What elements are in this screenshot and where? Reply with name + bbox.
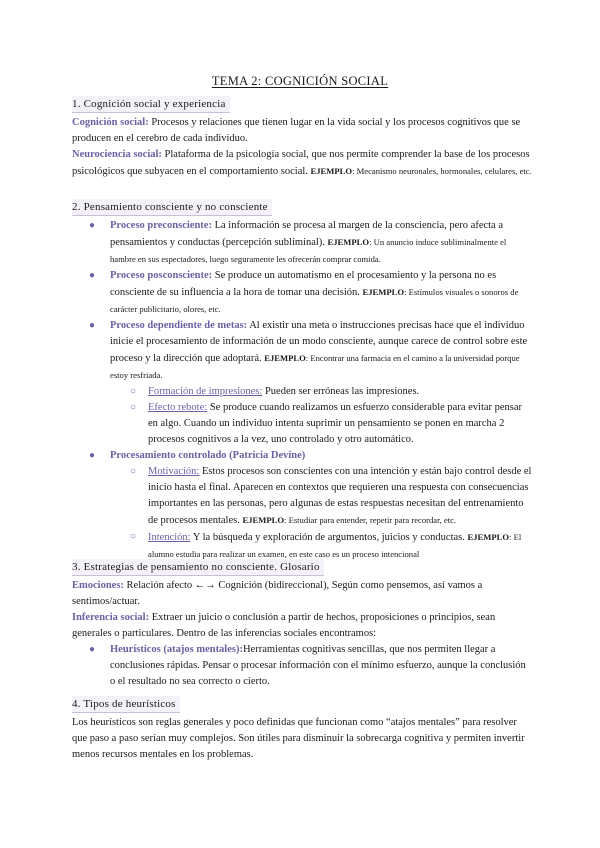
section-1 [72,96,532,180]
bullet-icon: ● [89,450,96,461]
sublist-item-motivacion: ○ Motivación: Estos procesos son conscientes con una intención y están bajo control desde el inicio hasta el final. Aparecen en contextos que requieren una respuesta con consecuencias importantes en las personas, pero algunas de estas respuestas necesitan del entrenamiento de procesos mentales. EJEMPLO: Estudiar para entender, repetir para recordar, etc. [130,466,532,526]
bullet-icon: ● [89,220,96,231]
circle-bullet-icon: ○ [130,386,137,397]
circle-bullet-icon: ○ [130,466,137,477]
circle-bullet-icon: ○ [130,531,137,542]
page-title: TEMA 2: COGNICIÓN SOCIAL [211,74,389,88]
section-4 [72,696,532,763]
sublist-item-efecto-rebote: ○ Efecto rebote: Se produce cuando realizamos un esfuerzo considerable para evitar pensar en algo. Cuando un individuo intenta suprimir un pensamiento se ponen en marcha 2 procesos cognitivos a la vez, uno controlado y otro automático. [130,402,523,445]
sublist-item-formacion-impresiones: ○ Formación de impresiones: Pueden ser erróneas las impresiones. [110,384,532,400]
sublist-controlado [110,464,532,563]
list-item-preconsciente: ● Proceso preconsciente: La información se procesa al margen de la consciencia, pero afecta a pensamientos y conductas (percepción subliminal). EJEMPLO: Un anuncio induce subliminalmente el hambre en sus espectadores, luego seguramente les ofrecerán comprar comida. [89,220,507,264]
bullet-icon: ● [89,270,96,281]
paragraph-tipos-heuristicos: Los heurísticos son reglas generales y poco definidas que funcionan como “atajos mentales” para resolver que paso a paso serían muy complejos. Son útiles para disminuir la sobrecarga cognitiva y permiten invertir menos recursos mentales en los problemas. [72,717,525,760]
section-1-heading: 1. Cognición social y experiencia [72,96,230,113]
paragraph-neurociencia-social: Neurociencia social: Plataforma de la psicología social, que nos permite comprender la base de los procesos psicológicos que subyacen en el comportamiento social. EJEMPLO: Mecanismo neuronales, hormonales, celulares, etc. [72,149,532,177]
list-item-dependiente-metas: ● Proceso dependiente de metas: Al existir una meta o instrucciones precisas hace que el individuo inicie el procesamiento de información de un modo consciente, aunque carece de control sobre este proceso y la dirección que adoptará. EJEMPLO: Encontrar una farmacia en el camino a la universidad porque estoy resfriada. ○ Formación de impresiones: Pueden ser erróneas las impresiones. ○ Efecto rebote: Se produce cuando realizamos un esfuerzo considerable para evitar pensar en algo. Cuando un individuo intenta suprimir un pensamiento se ponen en marcha 2 procesos cognitivos a la vez, uno controlado y otro automático. [72,318,532,448]
section-3-heading: 3. Estrategias de pensamiento no consciente. Glosario [72,559,324,576]
sublist-item-intencion: ○ Intención: Y la búsqueda y exploración de argumentos, juicios y conductas. EJEMPLO: El alumno estudia para realizar un examen, en este caso es un proceso intencional [130,531,522,559]
paragraph-emociones: Emociones: Relación afecto ←→ Cognición (bidireccional), Según como pensemos, así vamos a sentimos/actuar. [72,580,483,607]
bullet-icon: ● [89,644,96,655]
section-3-list [72,642,532,690]
section-2-heading: 2. Pensamiento consciente y no consciente [72,199,272,216]
section-2 [72,199,532,563]
circle-bullet-icon: ○ [130,402,137,413]
section-2-list [72,218,532,563]
list-item-heuristicos: ● Heurísticos (atajos mentales):Herramientas cognitivas sencillas, que nos permiten llegar a conclusiones rápidas. Pensar o procesar información con el mínimo esfuerzo, aunque la conclusión o el resultado no sea correcto o cierto. [89,644,526,687]
term-cognicion-social: Cognición social: [72,117,149,128]
list-item-procesamiento-controlado: ● Procesamiento controlado (Patricia Devine) ○ Motivación: Estos procesos son conscientes con una intención y están bajo control desde el inicio hasta el final. Aparecen en contextos que requieren una respuesta con consecuencias importantes en las personas, pero algunas de estas respuestas necesitan del entrenamiento de procesos mentales. EJEMPLO: Estudiar para entender, repetir para recordar, etc. ○ Intención: Y la búsqueda y exploración de argumentos, juicios y conductas. EJEMPLO: El alumno estudia para realizar un examen, en este caso es un proceso intencional [72,448,532,563]
section-4-heading: 4. Tipos de heurísticos [72,696,180,713]
paragraph-inferencia-social: Inferencia social: Extraer un juicio o conclusión a partir de hechos, proposiciones o principios, sean generales o particulares. Dentro de las inferencias sociales encontramos: [72,612,496,639]
section-3 [72,559,532,690]
bullet-icon: ● [89,320,96,331]
list-item-posconsciente: ● Proceso posconsciente: Se produce un automatismo en el procesamiento y la persona no es consciente de su influencia a la hora de tomar una decisión. EJEMPLO: Estímulos visuales o sonoros de carácter publicitario, olores, etc. [89,270,519,314]
sublist-metas [110,384,532,448]
term-neurociencia-social: Neurociencia social: [72,149,162,160]
paragraph-cognicion-social: Cognición social: Procesos y relaciones que tienen lugar en la vida social y los procesos cognitivos que se producen en el cerebro de cada individuo. [72,117,521,144]
